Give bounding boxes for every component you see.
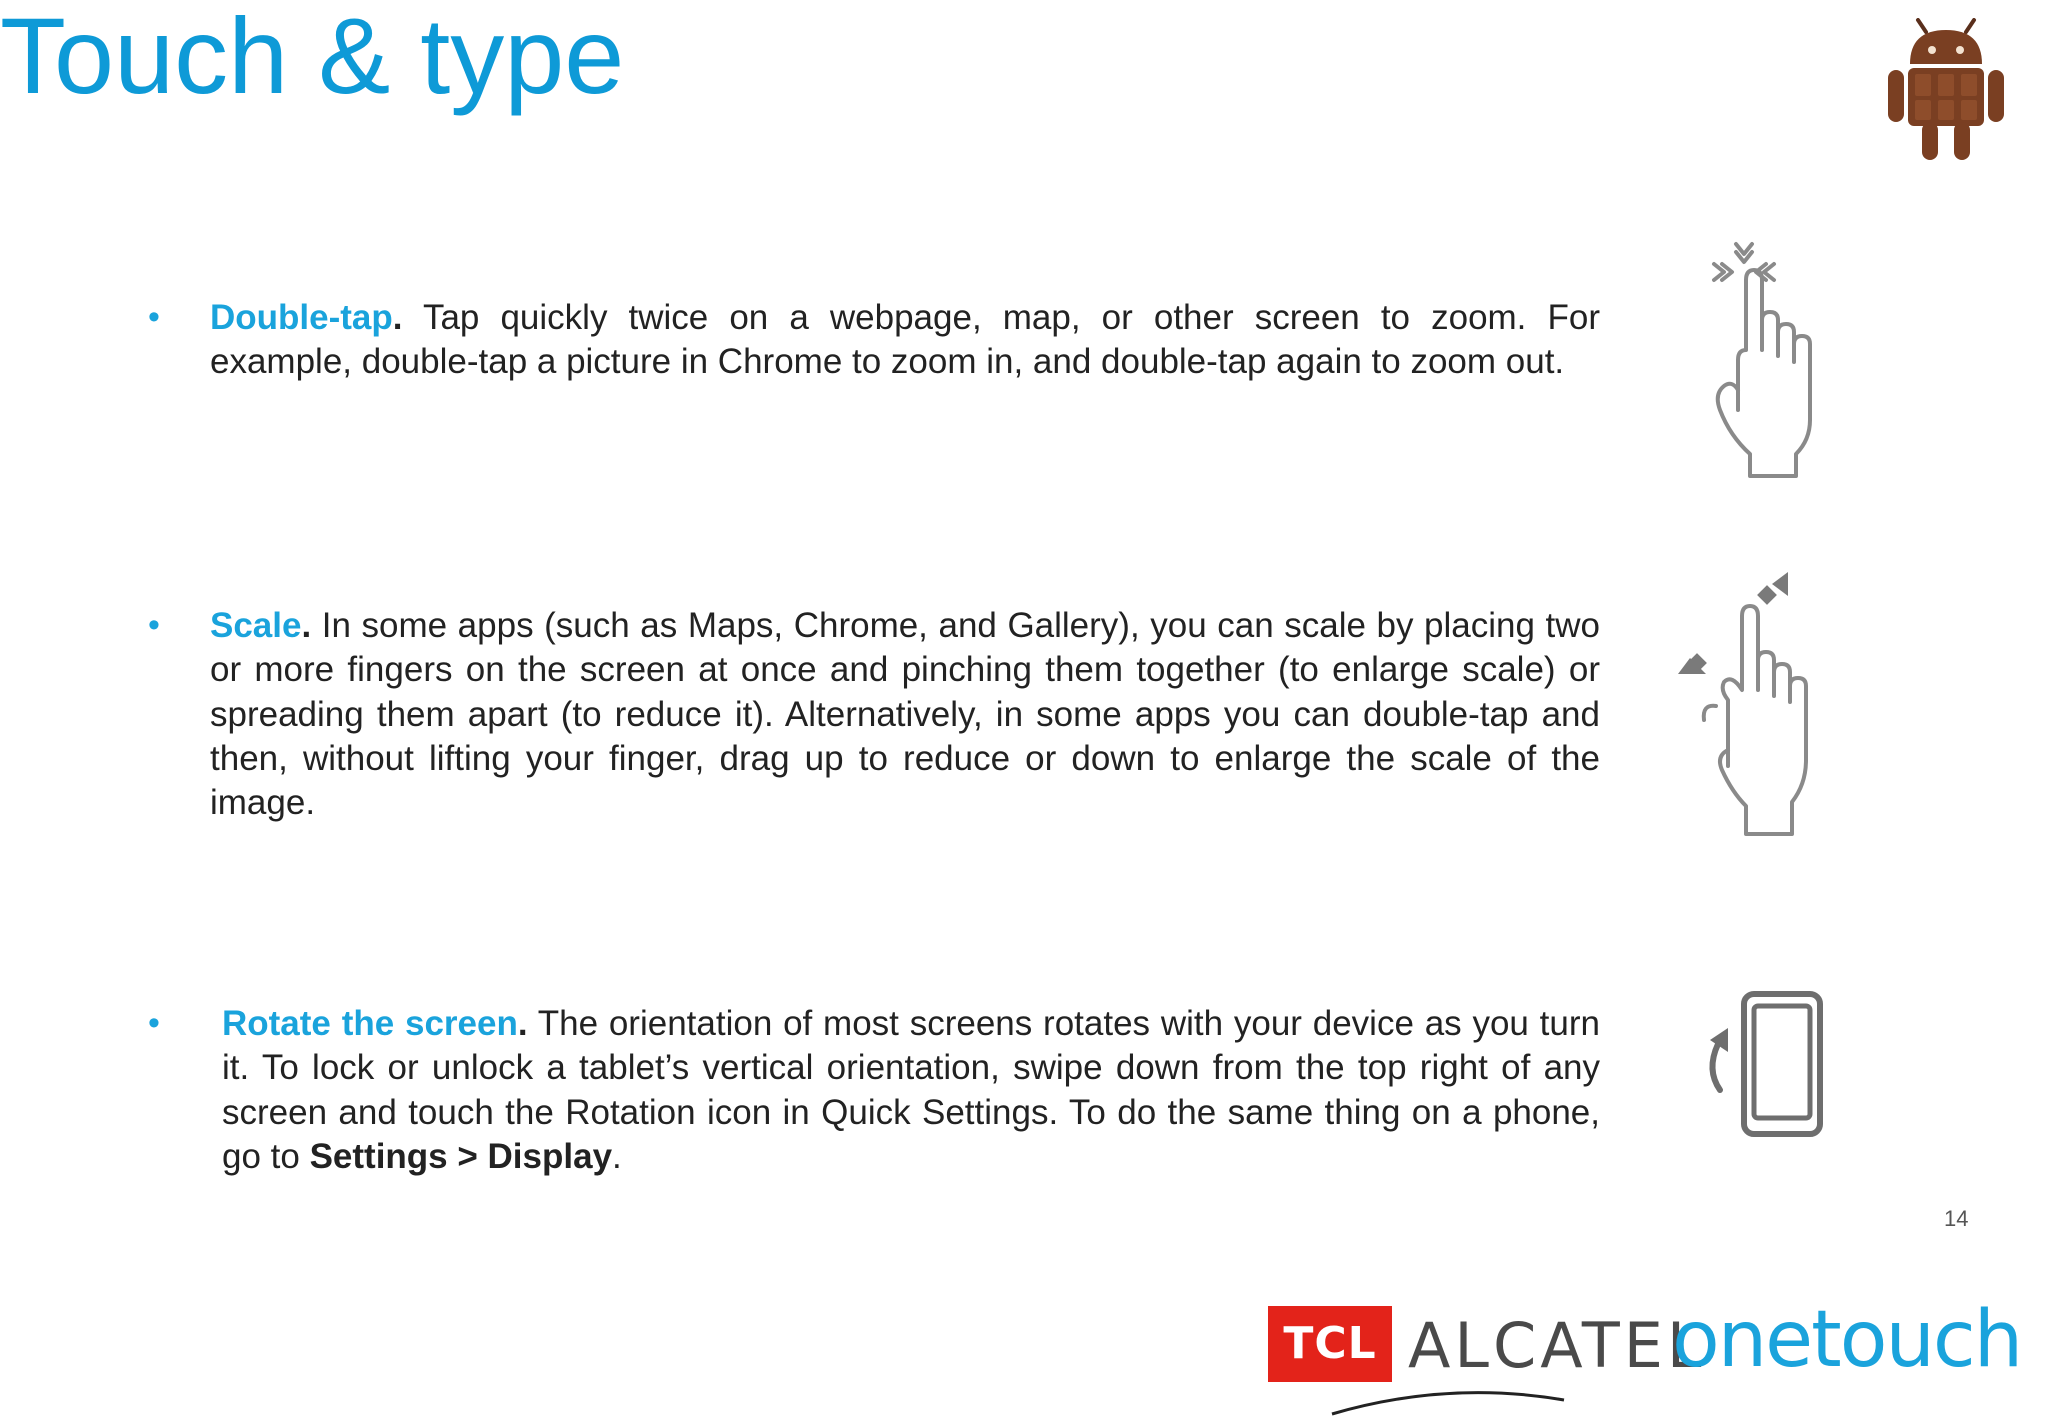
bullet-marker: • [148,298,160,336]
page-title: Touch & type [0,0,625,116]
rotate-phone-icon [1690,990,1830,1140]
brand-logo [1268,1295,2022,1418]
term-scale: Scale [210,606,302,645]
item-end: . [612,1136,622,1176]
item-body: The orientation of most screens rotates with your device as you turn it. To lock or unlock a tablet’s vertical orientation, swipe down from the top right of any screen and touch the Rotation icon in Quick Settings. To do the same thing on a phone, go to [222,1004,1600,1176]
term-double-tap: Double-tap [210,298,393,337]
list-item-text [210,296,1600,385]
scale-hand-icon [1676,570,1856,838]
term-rotate-the-screen: Rotate the screen [222,1004,518,1043]
bullet-marker: • [148,1004,160,1042]
list-item-text [210,604,1600,825]
settings-display-path: Settings > Display [309,1136,613,1176]
alcatel-logo-text: ALCATEL [1408,1309,1706,1382]
onetouch-logo-text: onetouch [1672,1295,2022,1385]
tcl-logo [1268,1306,1392,1382]
double-tap-hand-icon [1700,240,1850,480]
tcl-logo-text: TCL [1283,1318,1377,1369]
swoosh-icon [1328,1386,1568,1418]
term-period: . [392,298,403,337]
bullet-marker: • [148,606,160,644]
page-number: 14 [1944,1206,1969,1231]
term-period: . [517,1004,528,1043]
android-kitkat-logo-icon [1882,18,2010,168]
term-period: . [301,606,312,645]
item-body: In some apps (such as Maps, Chrome, and Gallery), you can scale by placing two or more fingers on the screen at once and pinching them together (to enlarge scale) or spreading them apart (to reduce it). Alternatively, in some apps you can double-tap and then, without lifting your finger, drag up to reduce or down to enlarge the scale of the image. [210,606,1600,823]
list-item-text [222,1002,1600,1179]
item-body: Tap quickly twice on a webpage, map, or other screen to zoom. For example, double-tap a picture in Chrome to zoom in, and double-tap again to zoom out. [210,298,1600,382]
